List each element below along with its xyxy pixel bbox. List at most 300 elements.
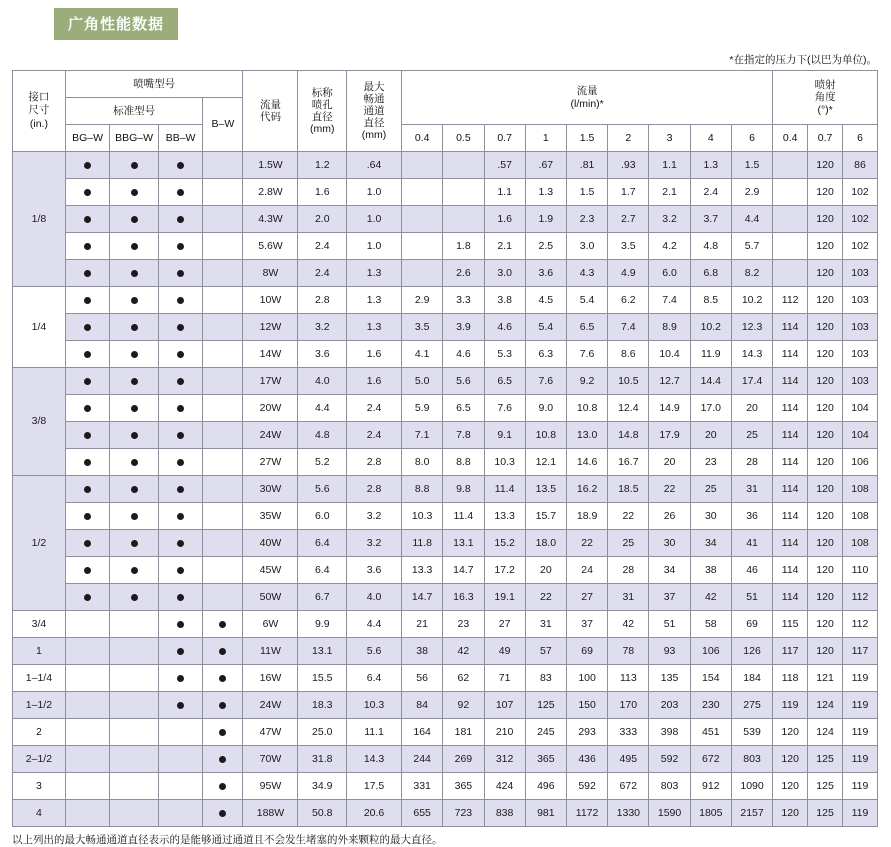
cell-flow-0.7: 17.2 bbox=[484, 557, 525, 584]
cell-flow-3: 803 bbox=[649, 773, 690, 800]
cell-flow-6: 28 bbox=[731, 449, 772, 476]
cell-free-passage-diameter: 4.0 bbox=[347, 584, 402, 611]
cell-port-size: 1–1/2 bbox=[13, 692, 66, 719]
cell-model-bbgw bbox=[110, 152, 159, 179]
cell-spray-angle-0.4 bbox=[773, 152, 808, 179]
cell-flow-4: 6.8 bbox=[690, 260, 731, 287]
cell-model-bbw bbox=[158, 449, 202, 476]
cell-model-bbw bbox=[158, 341, 202, 368]
cell-model-bbw bbox=[158, 206, 202, 233]
cell-flow-0.5: 6.5 bbox=[443, 395, 484, 422]
cell-flow-6: 2.9 bbox=[731, 179, 772, 206]
cell-flow-0.4: 5.0 bbox=[402, 368, 443, 395]
cell-flow-0.5: 92 bbox=[443, 692, 484, 719]
table-row bbox=[13, 746, 878, 773]
cell-free-passage-diameter: 3.6 bbox=[347, 557, 402, 584]
cell-model-bbw bbox=[158, 773, 202, 800]
cell-flow-1: 2.5 bbox=[525, 233, 566, 260]
table-row bbox=[13, 530, 878, 557]
cell-flow-0.7: 9.1 bbox=[484, 422, 525, 449]
cell-model-bgw bbox=[65, 530, 109, 557]
cell-flow-0.7: 5.3 bbox=[484, 341, 525, 368]
cell-spray-angle-0.7: 120 bbox=[808, 152, 843, 179]
cell-flow-0.5: 62 bbox=[443, 665, 484, 692]
wide-angle-performance-table bbox=[12, 70, 878, 827]
cell-spray-angle-0.7: 120 bbox=[808, 260, 843, 287]
cell-free-passage-diameter: 3.2 bbox=[347, 530, 402, 557]
cell-flow-4: 17.0 bbox=[690, 395, 731, 422]
cell-flow-0.4: 3.5 bbox=[402, 314, 443, 341]
cell-flow-6: 184 bbox=[731, 665, 772, 692]
cell-flow-0.4: 56 bbox=[402, 665, 443, 692]
cell-model-bbgw bbox=[110, 287, 159, 314]
cell-spray-angle-0.7: 124 bbox=[808, 719, 843, 746]
cell-flow-2: 42 bbox=[608, 611, 649, 638]
cell-orifice-diameter: 5.6 bbox=[298, 476, 347, 503]
cell-flow-6: 46 bbox=[731, 557, 772, 584]
cell-model-bbw bbox=[158, 719, 202, 746]
cell-flow-1: 1.3 bbox=[525, 179, 566, 206]
cell-model-bbgw bbox=[110, 179, 159, 206]
cell-spray-angle-0.7: 121 bbox=[808, 665, 843, 692]
header-standard-type: 标准型号 bbox=[65, 98, 202, 125]
header-row-1 bbox=[13, 71, 878, 98]
cell-flow-6: 2157 bbox=[731, 800, 772, 827]
header-pressure-1: 0.5 bbox=[443, 125, 484, 152]
cell-flow-6: 8.2 bbox=[731, 260, 772, 287]
cell-model-bw bbox=[203, 233, 243, 260]
cell-flow-6: 31 bbox=[731, 476, 772, 503]
cell-flow-4: 1805 bbox=[690, 800, 731, 827]
cell-flow-0.4 bbox=[402, 179, 443, 206]
header-model-bw: B–W bbox=[203, 98, 243, 152]
cell-flow-0.7: 7.6 bbox=[484, 395, 525, 422]
cell-flow-0.5: 14.7 bbox=[443, 557, 484, 584]
cell-spray-angle-6: 103 bbox=[843, 341, 878, 368]
cell-orifice-diameter: 3.6 bbox=[298, 341, 347, 368]
cell-spray-angle-0.7: 120 bbox=[808, 314, 843, 341]
table-row bbox=[13, 800, 878, 827]
table-row bbox=[13, 422, 878, 449]
cell-flow-1: 31 bbox=[525, 611, 566, 638]
cell-spray-angle-0.7: 120 bbox=[808, 638, 843, 665]
cell-flow-code: 45W bbox=[243, 557, 298, 584]
header-pressure-5: 2 bbox=[608, 125, 649, 152]
cell-flow-2: 170 bbox=[608, 692, 649, 719]
cell-free-passage-diameter: 6.4 bbox=[347, 665, 402, 692]
cell-flow-4: 912 bbox=[690, 773, 731, 800]
cell-flow-3: 398 bbox=[649, 719, 690, 746]
header-pressure-0: 0.4 bbox=[402, 125, 443, 152]
cell-orifice-diameter: 6.7 bbox=[298, 584, 347, 611]
cell-flow-1: 83 bbox=[525, 665, 566, 692]
cell-flow-0.4: 8.8 bbox=[402, 476, 443, 503]
cell-flow-1: 7.6 bbox=[525, 368, 566, 395]
header-pressure-2: 0.7 bbox=[484, 125, 525, 152]
cell-spray-angle-0.7: 120 bbox=[808, 233, 843, 260]
cell-orifice-diameter: 5.2 bbox=[298, 449, 347, 476]
cell-model-bbgw bbox=[110, 638, 159, 665]
table-row bbox=[13, 206, 878, 233]
cell-flow-2: 333 bbox=[608, 719, 649, 746]
cell-model-bw bbox=[203, 584, 243, 611]
cell-port-size: 1/4 bbox=[13, 287, 66, 368]
cell-flow-0.4 bbox=[402, 233, 443, 260]
cell-flow-0.7: 1.6 bbox=[484, 206, 525, 233]
cell-flow-6: 803 bbox=[731, 746, 772, 773]
cell-port-size: 4 bbox=[13, 800, 66, 827]
cell-flow-0.7: 210 bbox=[484, 719, 525, 746]
cell-spray-angle-0.4: 114 bbox=[773, 584, 808, 611]
cell-flow-code: 6W bbox=[243, 611, 298, 638]
cell-flow-3: 10.4 bbox=[649, 341, 690, 368]
cell-model-bgw bbox=[65, 233, 109, 260]
cell-spray-angle-0.7: 120 bbox=[808, 503, 843, 530]
cell-flow-1.5: 293 bbox=[566, 719, 607, 746]
cell-flow-0.5: 269 bbox=[443, 746, 484, 773]
table-row bbox=[13, 152, 878, 179]
cell-free-passage-diameter: 14.3 bbox=[347, 746, 402, 773]
cell-model-bw bbox=[203, 611, 243, 638]
cell-model-bgw bbox=[65, 692, 109, 719]
table-row bbox=[13, 179, 878, 206]
cell-flow-0.4: 164 bbox=[402, 719, 443, 746]
header-model-bbw: BB–W bbox=[158, 125, 202, 152]
cell-flow-3: 2.1 bbox=[649, 179, 690, 206]
cell-flow-0.4: 13.3 bbox=[402, 557, 443, 584]
cell-model-bbw bbox=[158, 314, 202, 341]
cell-flow-0.7: 4.6 bbox=[484, 314, 525, 341]
cell-flow-code: 8W bbox=[243, 260, 298, 287]
table-row bbox=[13, 233, 878, 260]
cell-flow-0.5: 2.6 bbox=[443, 260, 484, 287]
cell-flow-1: 4.5 bbox=[525, 287, 566, 314]
cell-model-bgw bbox=[65, 503, 109, 530]
cell-flow-1: 13.5 bbox=[525, 476, 566, 503]
cell-flow-3: 4.2 bbox=[649, 233, 690, 260]
cell-model-bbgw bbox=[110, 476, 159, 503]
cell-flow-6: 1.5 bbox=[731, 152, 772, 179]
cell-free-passage-diameter: 5.6 bbox=[347, 638, 402, 665]
cell-flow-1.5: 1.5 bbox=[566, 179, 607, 206]
cell-flow-1.5: 4.3 bbox=[566, 260, 607, 287]
cell-flow-2: 22 bbox=[608, 503, 649, 530]
cell-flow-3: 93 bbox=[649, 638, 690, 665]
cell-spray-angle-0.4: 117 bbox=[773, 638, 808, 665]
cell-model-bbw bbox=[158, 692, 202, 719]
cell-flow-4: 106 bbox=[690, 638, 731, 665]
cell-spray-angle-6: 103 bbox=[843, 287, 878, 314]
cell-flow-3: 3.2 bbox=[649, 206, 690, 233]
cell-spray-angle-6: 119 bbox=[843, 719, 878, 746]
cell-spray-angle-6: 119 bbox=[843, 773, 878, 800]
cell-flow-0.7: 13.3 bbox=[484, 503, 525, 530]
cell-spray-angle-6: 102 bbox=[843, 179, 878, 206]
cell-flow-0.7: 71 bbox=[484, 665, 525, 692]
table-row bbox=[13, 638, 878, 665]
cell-orifice-diameter: 25.0 bbox=[298, 719, 347, 746]
cell-free-passage-diameter: 1.3 bbox=[347, 314, 402, 341]
cell-flow-0.7: 3.8 bbox=[484, 287, 525, 314]
cell-model-bw bbox=[203, 503, 243, 530]
table-row bbox=[13, 503, 878, 530]
cell-flow-6: 12.3 bbox=[731, 314, 772, 341]
cell-model-bw bbox=[203, 719, 243, 746]
cell-spray-angle-0.7: 120 bbox=[808, 206, 843, 233]
pressure-unit-note: *在指定的压力下(以巴为单位)。 bbox=[729, 54, 877, 66]
cell-model-bgw bbox=[65, 152, 109, 179]
cell-flow-2: .93 bbox=[608, 152, 649, 179]
cell-model-bw bbox=[203, 368, 243, 395]
cell-spray-angle-6: 108 bbox=[843, 503, 878, 530]
cell-model-bgw bbox=[65, 584, 109, 611]
cell-flow-6: 17.4 bbox=[731, 368, 772, 395]
header-flow-code-line2: 代码 bbox=[259, 111, 281, 123]
table-row bbox=[13, 314, 878, 341]
cell-flow-code: 5.6W bbox=[243, 233, 298, 260]
cell-spray-angle-0.4: 119 bbox=[773, 692, 808, 719]
cell-model-bw bbox=[203, 530, 243, 557]
cell-flow-0.7: 1.1 bbox=[484, 179, 525, 206]
cell-model-bbw bbox=[158, 800, 202, 827]
cell-flow-2: 4.9 bbox=[608, 260, 649, 287]
cell-flow-code: 95W bbox=[243, 773, 298, 800]
cell-spray-angle-0.4 bbox=[773, 260, 808, 287]
cell-flow-0.7: 838 bbox=[484, 800, 525, 827]
cell-model-bbw bbox=[158, 368, 202, 395]
cell-flow-0.4 bbox=[402, 260, 443, 287]
cell-flow-2: 78 bbox=[608, 638, 649, 665]
cell-model-bgw bbox=[65, 638, 109, 665]
cell-spray-angle-0.4: 114 bbox=[773, 341, 808, 368]
cell-flow-0.7: 107 bbox=[484, 692, 525, 719]
header-orifice-diameter bbox=[298, 71, 347, 152]
cell-model-bbgw bbox=[110, 341, 159, 368]
cell-flow-code: 24W bbox=[243, 692, 298, 719]
cell-free-passage-diameter: 10.3 bbox=[347, 692, 402, 719]
cell-flow-0.5: 723 bbox=[443, 800, 484, 827]
header-pressure-7: 4 bbox=[690, 125, 731, 152]
cell-orifice-diameter: 4.8 bbox=[298, 422, 347, 449]
cell-model-bgw bbox=[65, 773, 109, 800]
cell-flow-0.5: 1.8 bbox=[443, 233, 484, 260]
cell-free-passage-diameter: 1.0 bbox=[347, 233, 402, 260]
header-flow-code bbox=[243, 71, 298, 152]
cell-flow-4: 38 bbox=[690, 557, 731, 584]
cell-free-passage-diameter: 3.2 bbox=[347, 503, 402, 530]
cell-spray-angle-0.7: 120 bbox=[808, 476, 843, 503]
cell-flow-1.5: 69 bbox=[566, 638, 607, 665]
cell-spray-angle-0.4: 120 bbox=[773, 800, 808, 827]
header-flow-rate-group bbox=[402, 71, 773, 125]
cell-flow-4: 20 bbox=[690, 422, 731, 449]
header-angle-pressure-1: 0.7 bbox=[808, 125, 843, 152]
header-angle-pressure-2: 6 bbox=[843, 125, 878, 152]
cell-spray-angle-0.4: 115 bbox=[773, 611, 808, 638]
cell-model-bw bbox=[203, 800, 243, 827]
header-passage-line2: 畅通 bbox=[363, 92, 385, 105]
cell-port-size: 3/4 bbox=[13, 611, 66, 638]
cell-model-bgw bbox=[65, 179, 109, 206]
header-orifice-line4: (mm) bbox=[310, 123, 335, 136]
cell-flow-0.5: 13.1 bbox=[443, 530, 484, 557]
cell-flow-3: 8.9 bbox=[649, 314, 690, 341]
cell-model-bgw bbox=[65, 287, 109, 314]
cell-flow-0.5: 7.8 bbox=[443, 422, 484, 449]
cell-spray-angle-0.4: 114 bbox=[773, 449, 808, 476]
cell-spray-angle-0.4: 114 bbox=[773, 503, 808, 530]
header-port-size-line2: 尺寸 bbox=[28, 104, 50, 117]
table-row bbox=[13, 557, 878, 584]
cell-model-bbgw bbox=[110, 665, 159, 692]
footer-note: 以上列出的最大畅通通道直径表示的是能够通过通道且不会发生堵塞的外来颗粒的最大直径。 bbox=[12, 834, 443, 846]
cell-flow-0.4: 7.1 bbox=[402, 422, 443, 449]
header-passage-line3: 通道 bbox=[363, 104, 385, 117]
cell-flow-0.7: .57 bbox=[484, 152, 525, 179]
cell-flow-0.4: 2.9 bbox=[402, 287, 443, 314]
cell-flow-0.7: 15.2 bbox=[484, 530, 525, 557]
header-pressure-4: 1.5 bbox=[566, 125, 607, 152]
cell-model-bw bbox=[203, 449, 243, 476]
cell-flow-2: 113 bbox=[608, 665, 649, 692]
cell-model-bbgw bbox=[110, 422, 159, 449]
cell-spray-angle-0.7: 120 bbox=[808, 422, 843, 449]
cell-spray-angle-0.7: 125 bbox=[808, 746, 843, 773]
header-port-size-line3: (in.) bbox=[29, 117, 48, 130]
cell-flow-0.4: 244 bbox=[402, 746, 443, 773]
cell-flow-0.5: 4.6 bbox=[443, 341, 484, 368]
cell-flow-code: 17W bbox=[243, 368, 298, 395]
cell-flow-code: 14W bbox=[243, 341, 298, 368]
cell-orifice-diameter: 34.9 bbox=[298, 773, 347, 800]
cell-flow-1.5: 1172 bbox=[566, 800, 607, 827]
table-row bbox=[13, 260, 878, 287]
cell-spray-angle-0.4: 114 bbox=[773, 368, 808, 395]
cell-free-passage-diameter: 1.6 bbox=[347, 341, 402, 368]
cell-flow-0.4: 4.1 bbox=[402, 341, 443, 368]
table-row bbox=[13, 665, 878, 692]
cell-flow-0.5: 11.4 bbox=[443, 503, 484, 530]
cell-spray-angle-6: 102 bbox=[843, 233, 878, 260]
page-title: 广角性能数据 bbox=[54, 8, 178, 40]
cell-flow-6: 51 bbox=[731, 584, 772, 611]
cell-flow-0.7: 312 bbox=[484, 746, 525, 773]
cell-flow-1.5: 2.3 bbox=[566, 206, 607, 233]
cell-flow-0.7: 3.0 bbox=[484, 260, 525, 287]
cell-flow-0.5: 5.6 bbox=[443, 368, 484, 395]
cell-orifice-diameter: 6.4 bbox=[298, 530, 347, 557]
cell-model-bbgw bbox=[110, 530, 159, 557]
cell-flow-0.7: 424 bbox=[484, 773, 525, 800]
cell-model-bgw bbox=[65, 449, 109, 476]
cell-flow-4: 11.9 bbox=[690, 341, 731, 368]
cell-flow-4: 30 bbox=[690, 503, 731, 530]
header-model-bgw: BG–W bbox=[65, 125, 109, 152]
cell-port-size: 1–1/4 bbox=[13, 665, 66, 692]
cell-port-size: 2–1/2 bbox=[13, 746, 66, 773]
cell-flow-code: 2.8W bbox=[243, 179, 298, 206]
header-angle-pressure-0: 0.4 bbox=[773, 125, 808, 152]
cell-flow-0.4 bbox=[402, 206, 443, 233]
cell-flow-0.7: 10.3 bbox=[484, 449, 525, 476]
header-angle-group-line2: 角度 bbox=[814, 91, 836, 104]
cell-model-bgw bbox=[65, 719, 109, 746]
header-angle-group-line1: 喷射 bbox=[814, 79, 836, 92]
cell-flow-1.5: 5.4 bbox=[566, 287, 607, 314]
cell-flow-6: 4.4 bbox=[731, 206, 772, 233]
table-row bbox=[13, 476, 878, 503]
cell-flow-0.4: 14.7 bbox=[402, 584, 443, 611]
cell-spray-angle-6: 119 bbox=[843, 692, 878, 719]
cell-flow-1.5: 436 bbox=[566, 746, 607, 773]
cell-flow-0.5: 9.8 bbox=[443, 476, 484, 503]
cell-model-bbw bbox=[158, 179, 202, 206]
cell-flow-3: 30 bbox=[649, 530, 690, 557]
cell-flow-0.4: 5.9 bbox=[402, 395, 443, 422]
cell-flow-1: 18.0 bbox=[525, 530, 566, 557]
cell-flow-2: 1330 bbox=[608, 800, 649, 827]
cell-model-bbgw bbox=[110, 260, 159, 287]
cell-model-bbgw bbox=[110, 557, 159, 584]
header-pressure-3: 1 bbox=[525, 125, 566, 152]
cell-flow-0.4: 10.3 bbox=[402, 503, 443, 530]
cell-model-bgw bbox=[65, 260, 109, 287]
cell-flow-0.5: 181 bbox=[443, 719, 484, 746]
header-free-passage-diameter bbox=[347, 71, 402, 152]
cell-flow-1: 10.8 bbox=[525, 422, 566, 449]
table-body bbox=[13, 152, 878, 827]
cell-flow-1: 496 bbox=[525, 773, 566, 800]
cell-flow-4: 14.4 bbox=[690, 368, 731, 395]
cell-model-bw bbox=[203, 746, 243, 773]
cell-flow-6: 69 bbox=[731, 611, 772, 638]
cell-spray-angle-6: 112 bbox=[843, 584, 878, 611]
cell-flow-6: 10.2 bbox=[731, 287, 772, 314]
cell-flow-1: 125 bbox=[525, 692, 566, 719]
cell-model-bw bbox=[203, 692, 243, 719]
cell-flow-2: 2.7 bbox=[608, 206, 649, 233]
cell-flow-4: 42 bbox=[690, 584, 731, 611]
table-row bbox=[13, 287, 878, 314]
header-port-size-line1: 接口 bbox=[28, 91, 50, 104]
cell-flow-code: 12W bbox=[243, 314, 298, 341]
cell-model-bbw bbox=[158, 233, 202, 260]
cell-spray-angle-0.4 bbox=[773, 179, 808, 206]
cell-spray-angle-6: 110 bbox=[843, 557, 878, 584]
cell-port-size: 3/8 bbox=[13, 368, 66, 476]
header-flow-group-line1: 流量 bbox=[576, 85, 598, 98]
cell-flow-4: 154 bbox=[690, 665, 731, 692]
cell-model-bw bbox=[203, 206, 243, 233]
cell-flow-2: 28 bbox=[608, 557, 649, 584]
cell-free-passage-diameter: 20.6 bbox=[347, 800, 402, 827]
cell-model-bw bbox=[203, 260, 243, 287]
cell-flow-3: 51 bbox=[649, 611, 690, 638]
cell-spray-angle-0.7: 120 bbox=[808, 584, 843, 611]
cell-spray-angle-0.7: 120 bbox=[808, 368, 843, 395]
cell-flow-1.5: 27 bbox=[566, 584, 607, 611]
cell-spray-angle-0.4: 112 bbox=[773, 287, 808, 314]
cell-flow-6: 5.7 bbox=[731, 233, 772, 260]
cell-model-bbgw bbox=[110, 449, 159, 476]
cell-flow-2: 3.5 bbox=[608, 233, 649, 260]
cell-flow-4: 672 bbox=[690, 746, 731, 773]
header-orifice-line2: 喷孔 bbox=[311, 98, 333, 111]
cell-flow-code: 20W bbox=[243, 395, 298, 422]
cell-spray-angle-0.7: 120 bbox=[808, 557, 843, 584]
cell-model-bbw bbox=[158, 152, 202, 179]
cell-orifice-diameter: 2.4 bbox=[298, 260, 347, 287]
